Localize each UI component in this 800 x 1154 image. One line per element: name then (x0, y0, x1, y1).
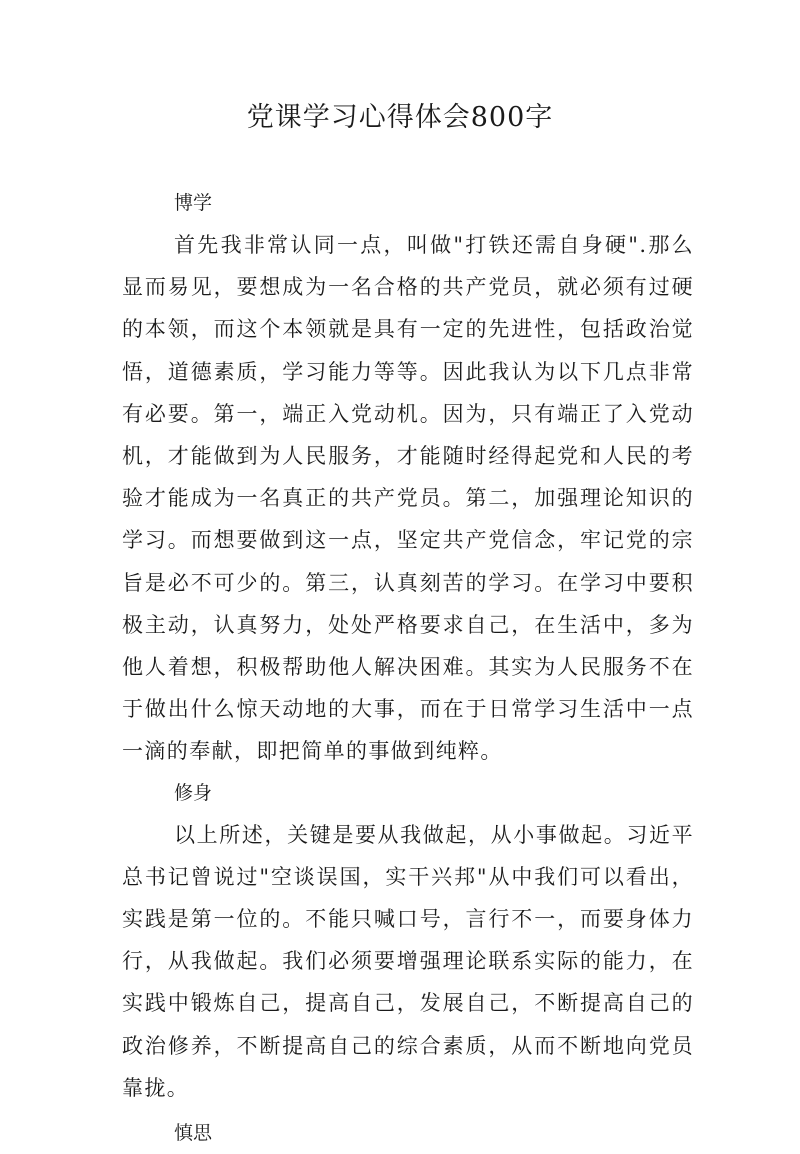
section-paragraph: 以上所述，关键是要从我做起，从小事做起。习近平总书记曾说过"空谈误国，实干兴邦"从中我们可以看出，实践是第一位的。不能只喊口号，言行不一，而要身体力行，从我做起。我们必须要增强理论联系实际的能力，在实践中锻炼自己，提高自己，发展自己，不断提高自己的政治修养，不断提高自己的综合素质，从而不断地向党员靠拢。 (122, 822, 694, 1100)
section-boxue (122, 183, 694, 773)
section-shensi (122, 1113, 694, 1154)
section-heading: 慎思 (174, 1122, 213, 1145)
document-body (122, 183, 694, 1154)
section-heading: 博学 (174, 192, 213, 214)
section-xiushen (122, 773, 694, 1109)
document-title: 党课学习心得体会800字 (246, 102, 554, 133)
section-heading: 修身 (174, 781, 213, 804)
section-paragraph: 首先我非常认同一点，叫做"打铁还需自身硬".那么显而易见，要想成为一名合格的共产党员，就必须有过硬的本领，而这个本领就是具有一定的先进性，包括政治觉悟，道德素质，学习能力等等。因此我认为以下几点非常有必要。第一，端正入党动机。因为，只有端正了入党动机，才能做到为人民服务，才能随时经得起党和人民的考验才能成为一名真正的共产党员。第二，加强理论知识的学习。而想要做到这一点，坚定共产党信念，牢记党的宗旨是必不可少的。第三，认真刻苦的学习。在学习中要积极主动，认真努力，处处严格要求自己，在生活中，多为他人着想，积极帮助他人解决困难。其实为人民服务不在于做出什么惊天动地的大事，而在于日常学习生活中一点一滴的奉献，即把简单的事做到纯粹。 (122, 233, 694, 764)
